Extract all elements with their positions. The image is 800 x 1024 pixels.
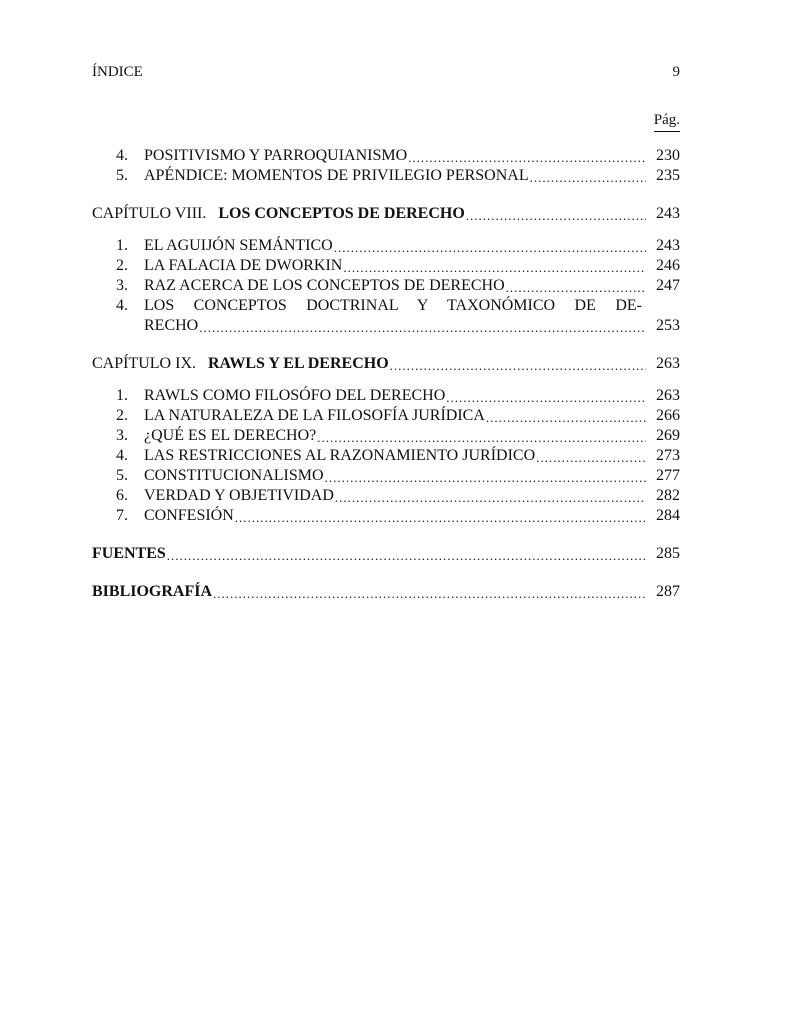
entry-page: 235 [656,167,680,184]
entry-page: 287 [656,583,680,600]
toc-entry[interactable] [92,446,680,466]
chapter-entry-viii[interactable] [92,204,680,224]
leader-dots [235,510,646,526]
chapter-title: LOS CONCEPTOS DE DERECHO [218,205,465,222]
entry-title: LA FALACIA DE DWORKIN [144,257,343,274]
toc-entry[interactable] [92,406,680,426]
leader-dots [486,410,646,426]
chapter-entry-ix[interactable] [92,354,680,374]
leader-dots [325,470,646,486]
toc-entry-wrapped[interactable] [92,296,680,316]
chapter-title: RAWLS Y EL DERECHO [208,355,389,372]
entry-page: 266 [656,407,680,424]
toc-entry[interactable] [92,466,680,486]
entry-page: 284 [656,507,680,524]
entry-title-line1: LOS CONCEPTOS DOCTRINAL Y TAXONÓMICO DE DE- [144,297,642,314]
entry-title: POSITIVISMO Y PARROQUIANISMO [144,147,408,164]
toc-entry-fuentes[interactable] [92,544,680,564]
leader-dots [536,450,646,466]
toc-entry[interactable] [92,166,680,186]
entry-number: 3. [116,277,128,294]
entry-title: VERDAD Y OBJETIVIDAD [144,487,334,504]
toc-entry-continuation[interactable] [92,316,680,336]
entry-number: 1. [116,237,128,254]
entry-title: APÉNDICE: MOMENTOS DE PRIVILEGIO PERSONAL [144,167,529,184]
entry-number: 5. [116,167,128,184]
toc-entry[interactable] [92,146,680,166]
entry-number: 2. [116,257,128,274]
leader-dots [335,490,646,506]
leader-dots [530,170,646,186]
toc-entry[interactable] [92,426,680,446]
entry-page: 253 [656,317,680,334]
entry-page: 285 [656,545,680,562]
entry-page: 263 [656,387,680,404]
entry-number: 3. [116,427,128,444]
entry-title: LAS RESTRICCIONES AL RAZONAMIENTO JURÍDICO [144,447,536,464]
pag-column-label: Pág. [654,112,680,132]
toc-entry[interactable] [92,386,680,406]
running-head [92,64,680,84]
entry-page: 282 [656,487,680,504]
entry-number: 7. [116,507,128,524]
table-of-contents [92,146,680,602]
entry-number: 2. [116,407,128,424]
page-number: 9 [672,64,680,80]
entry-number: 5. [116,467,128,484]
entry-number: 4. [116,147,128,164]
entry-title: RAWLS COMO FILOSÓFO DEL DERECHO [144,387,446,404]
leader-dots [390,358,646,374]
running-head-title: ÍNDICE [92,64,143,80]
toc-entry[interactable] [92,276,680,296]
entry-title: CONSTITUCIONALISMO [144,467,324,484]
entry-number: 4. [116,297,128,314]
entry-title-line2: RECHO [144,317,199,334]
leader-dots [466,208,646,224]
entry-number: 1. [116,387,128,404]
entry-title: RAZ ACERCA DE LOS CONCEPTOS DE DERECHO [144,277,505,294]
leader-dots [213,586,646,602]
leader-dots [506,280,646,296]
chapter-prefix: CAPÍTULO VIII. [92,205,207,222]
leader-dots [446,390,646,406]
leader-dots [334,240,646,256]
leader-dots [408,150,646,166]
entry-title: BIBLIOGRAFÍA [92,583,213,600]
toc-entry[interactable] [92,486,680,506]
entry-page: 247 [656,277,680,294]
leader-dots [199,320,646,336]
leader-dots [167,548,646,564]
toc-entry[interactable] [92,236,680,256]
entry-page: 243 [656,237,680,254]
entry-page: 230 [656,147,680,164]
entry-page: 269 [656,427,680,444]
entry-title: CONFESIÓN [144,507,234,524]
entry-page: 273 [656,447,680,464]
entry-title: EL AGUIJÓN SEMÁNTICO [144,237,333,254]
chapter-prefix: CAPÍTULO IX. [92,355,196,372]
entry-page: 263 [656,355,680,372]
leader-dots [343,260,646,276]
entry-number: 6. [116,487,128,504]
leader-dots [317,430,646,446]
entry-number: 4. [116,447,128,464]
entry-page: 243 [656,205,680,222]
toc-entry[interactable] [92,256,680,276]
entry-page: 277 [656,467,680,484]
entry-page: 246 [656,257,680,274]
entry-title: LA NATURALEZA DE LA FILOSOFÍA JURÍDICA [144,407,485,424]
toc-entry[interactable] [92,506,680,526]
toc-entry-bibliografia[interactable] [92,582,680,602]
entry-title: FUENTES [92,545,166,562]
entry-title: ¿QUÉ ES EL DERECHO? [144,427,317,444]
